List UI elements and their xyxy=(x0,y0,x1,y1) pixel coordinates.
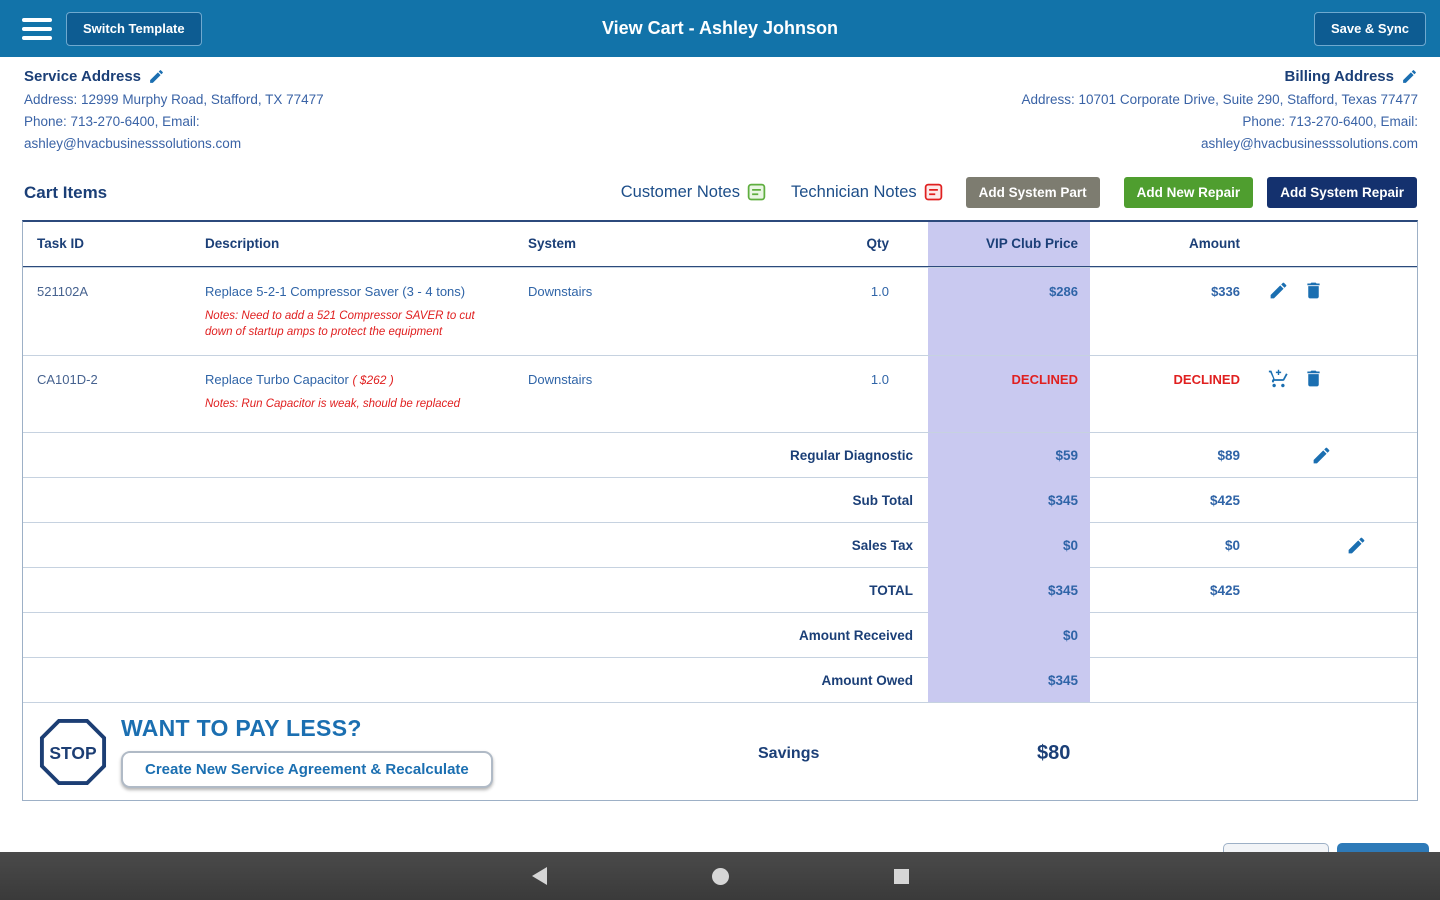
edit-billing-address-icon[interactable] xyxy=(1401,68,1418,85)
service-email-line: ashley@hvacbusinesssolutions.com xyxy=(24,136,242,151)
header-description: Description xyxy=(205,236,280,251)
header-vip-price: VIP Club Price xyxy=(928,222,1090,266)
item-notes: Notes: Need to add a 521 Compressor SAVER to cut down of startup amps to protect the equipment xyxy=(205,310,475,338)
app-bar xyxy=(0,0,1440,57)
summary-vip-value: $345 xyxy=(928,658,1090,703)
cart-item-row xyxy=(23,267,1417,355)
customer-notes-icon[interactable] xyxy=(746,182,767,203)
savings-row xyxy=(23,702,1417,800)
task-id-cell: CA101D-2 xyxy=(37,372,98,387)
vip-price-cell: $286 xyxy=(928,268,1090,355)
summary-amount-value: $0 xyxy=(1224,538,1240,553)
addresses-section xyxy=(0,57,1440,155)
edit-diagnostic-icon[interactable] xyxy=(1311,445,1332,466)
system-cell: Downstairs xyxy=(528,372,593,387)
row-actions xyxy=(1256,523,1417,568)
create-service-agreement-button[interactable]: Create New Service Agreement & Recalculate xyxy=(121,751,493,788)
back-button[interactable] xyxy=(532,867,547,885)
declined-price-note: ( $262 ) xyxy=(352,373,394,387)
summary-label: Amount Received xyxy=(798,628,913,643)
cart-header xyxy=(0,155,1440,220)
row-actions xyxy=(1256,356,1417,432)
edit-sales-tax-icon[interactable] xyxy=(1346,535,1367,556)
summary-vip-value: $59 xyxy=(928,433,1090,478)
customer-notes-label: Customer Notes xyxy=(620,183,740,201)
description-cell: Replace 5-2-1 Compressor Saver (3 - 4 tons) Notes: Need to add a 521 Compressor SAVER to cut down of startup amps to protect the equipment xyxy=(199,268,525,355)
summary-row xyxy=(23,612,1417,657)
qty-cell: 1.0 xyxy=(870,284,889,299)
row-actions xyxy=(1256,268,1417,355)
switch-template-button[interactable]: Switch Template xyxy=(66,12,202,46)
summary-row xyxy=(23,657,1417,702)
cart-table xyxy=(22,220,1418,801)
android-nav-bar xyxy=(0,852,1440,900)
table-header-row xyxy=(23,222,1417,267)
technician-notes-icon[interactable] xyxy=(923,182,944,203)
header-system: System xyxy=(528,236,577,251)
summary-amount-value: $425 xyxy=(1209,493,1240,508)
vip-price-cell: DECLINED xyxy=(928,356,1090,432)
summary-row xyxy=(23,432,1417,477)
svg-text:STOP: STOP xyxy=(49,742,97,763)
savings-label: Savings xyxy=(758,745,820,762)
summary-amount-value: $89 xyxy=(1217,448,1240,463)
summary-row xyxy=(23,567,1417,612)
service-address-line: Address: 12999 Murphy Road, Stafford, TX 77477 xyxy=(24,92,324,107)
pay-less-block xyxy=(121,715,493,788)
summary-vip-value: $345 xyxy=(928,568,1090,613)
header-task-id: Task ID xyxy=(37,236,85,251)
add-to-cart-icon[interactable] xyxy=(1268,368,1289,389)
service-address-block xyxy=(24,68,324,155)
edit-item-icon[interactable] xyxy=(1268,280,1289,301)
summary-label: Sales Tax xyxy=(851,538,913,553)
summary-vip-value: $0 xyxy=(928,523,1090,568)
edit-service-address-icon[interactable] xyxy=(148,68,165,85)
task-id-cell: 521102A xyxy=(37,284,89,299)
item-notes: Notes: Run Capacitor is weak, should be replaced xyxy=(205,398,461,410)
summary-label: TOTAL xyxy=(869,583,913,598)
cart-item-row xyxy=(23,355,1417,432)
billing-phone-line: Phone: 713-270-6400, Email: xyxy=(1242,114,1418,129)
system-cell: Downstairs xyxy=(528,284,593,299)
row-actions xyxy=(1256,433,1417,478)
amount-cell: $336 xyxy=(1211,284,1240,299)
delete-item-icon[interactable] xyxy=(1303,368,1324,389)
billing-address-heading: Billing Address xyxy=(1284,68,1394,85)
home-button[interactable] xyxy=(712,868,729,885)
qty-cell: 1.0 xyxy=(870,372,889,387)
header-qty: Qty xyxy=(866,236,889,251)
want-to-pay-less-headline: WANT TO PAY LESS? xyxy=(121,715,362,741)
summary-amount-value xyxy=(1090,613,1256,658)
service-address-heading: Service Address xyxy=(24,68,142,85)
page-title: View Cart - Ashley Johnson xyxy=(601,18,839,38)
summary-vip-value: $345 xyxy=(928,478,1090,523)
summary-amount-value xyxy=(1090,658,1256,703)
delete-item-icon[interactable] xyxy=(1303,280,1324,301)
service-phone-line: Phone: 713-270-6400, Email: xyxy=(24,114,200,129)
savings-value: $80 xyxy=(1037,742,1071,764)
technician-notes-label: Technician Notes xyxy=(790,183,917,201)
summary-amount-value: $425 xyxy=(1209,583,1240,598)
add-system-part-button[interactable]: Add System Part xyxy=(966,177,1100,208)
notes-group xyxy=(621,177,1417,208)
description-cell: Replace Turbo Capacitor ( $262 ) Notes: Run Capacitor is weak, should be replaced xyxy=(199,356,525,432)
amount-cell: DECLINED xyxy=(1173,372,1240,387)
summary-label: Regular Diagnostic xyxy=(789,448,913,463)
menu-icon[interactable] xyxy=(22,18,52,40)
summary-label: Amount Owed xyxy=(821,673,913,688)
add-system-repair-button[interactable]: Add System Repair xyxy=(1267,177,1417,208)
summary-label: Sub Total xyxy=(852,493,913,508)
summary-vip-value: $0 xyxy=(928,613,1090,658)
save-sync-button[interactable]: Save & Sync xyxy=(1314,12,1426,46)
billing-address-line: Address: 10701 Corporate Drive, Suite 290, Stafford, Texas 77477 xyxy=(1021,92,1418,107)
summary-row xyxy=(23,477,1417,522)
summary-row xyxy=(23,522,1417,567)
cart-items-heading: Cart Items xyxy=(24,182,108,202)
header-amount: Amount xyxy=(1189,236,1240,251)
stop-sign-icon xyxy=(39,718,107,786)
billing-email-line: ashley@hvacbusinesssolutions.com xyxy=(1200,136,1418,151)
billing-address-block xyxy=(1022,68,1419,155)
add-new-repair-button[interactable]: Add New Repair xyxy=(1124,177,1254,208)
recents-button[interactable] xyxy=(894,869,909,884)
